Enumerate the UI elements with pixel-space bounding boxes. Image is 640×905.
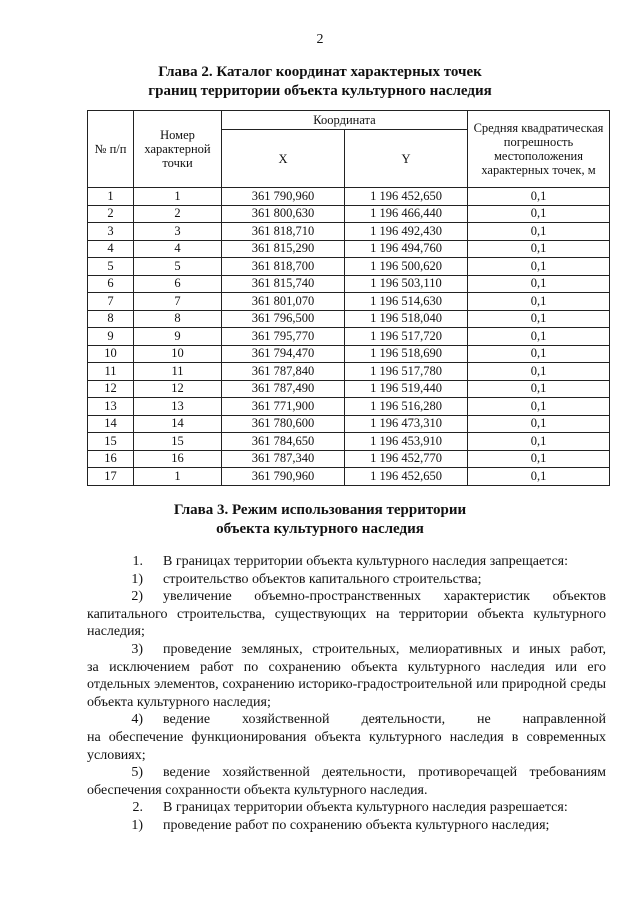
cell-point: 6 (134, 275, 222, 293)
cell-x: 361 815,740 (222, 275, 345, 293)
cell-num: 2 (88, 205, 134, 223)
cell-num: 6 (88, 275, 134, 293)
cell-y: 1 196 466,440 (345, 205, 468, 223)
cell-num: 14 (88, 415, 134, 433)
cell-error: 0,1 (468, 310, 610, 328)
cell-y: 1 196 494,760 (345, 240, 468, 258)
cell-point: 15 (134, 433, 222, 451)
cell-point: 11 (134, 363, 222, 381)
item-text-first-line: ведение хозяйственной деятельности, не направленной (163, 712, 606, 728)
cell-y: 1 196 514,630 (345, 293, 468, 311)
cell-num: 3 (88, 223, 134, 241)
table-row (88, 293, 610, 311)
cell-y: 1 196 452,650 (345, 468, 468, 486)
item-text: строительство объектов капитального строительства; (163, 571, 482, 587)
cell-y: 1 196 452,650 (345, 188, 468, 206)
cell-num: 4 (88, 240, 134, 258)
cell-x: 361 794,470 (222, 345, 345, 363)
chapter-2-title-line-1: Глава 2. Каталог координат характерных точек (158, 64, 482, 80)
cell-num: 12 (88, 380, 134, 398)
cell-error: 0,1 (468, 468, 610, 486)
cell-error: 0,1 (468, 398, 610, 416)
cell-num: 7 (88, 293, 134, 311)
cell-error: 0,1 (468, 415, 610, 433)
cell-x: 361 815,290 (222, 240, 345, 258)
cell-error: 0,1 (468, 188, 610, 206)
item-text-first-line: увеличение объемно-пространственных характеристик объектов (163, 589, 606, 605)
cell-num: 16 (88, 450, 134, 468)
cell-x: 361 771,900 (222, 398, 345, 416)
item-number: 1) (131, 817, 143, 833)
cell-num: 15 (88, 433, 134, 451)
item-text-first-line: ведение хозяйственной деятельности, противоречащей требованиям (163, 765, 606, 781)
header-error: Средняя квадратическая погрешность местоположения характерных точек, м (468, 111, 610, 188)
cell-num: 17 (88, 468, 134, 486)
paragraph-1-item-3 (87, 641, 606, 711)
cell-error: 0,1 (468, 450, 610, 468)
cell-num: 11 (88, 363, 134, 381)
cell-x: 361 790,960 (222, 188, 345, 206)
table-row (88, 310, 610, 328)
cell-x: 361 801,070 (222, 293, 345, 311)
item-number: 3) (131, 641, 143, 657)
table-row (88, 415, 610, 433)
chapter-2-title (0, 63, 640, 101)
cell-error: 0,1 (468, 240, 610, 258)
paragraph-2 (87, 799, 606, 817)
cell-point: 1 (134, 188, 222, 206)
cell-point: 8 (134, 310, 222, 328)
cell-y: 1 196 452,770 (345, 450, 468, 468)
cell-error: 0,1 (468, 258, 610, 276)
paragraph-1-item-1 (87, 571, 606, 589)
cell-x: 361 796,500 (222, 310, 345, 328)
cell-y: 1 196 518,040 (345, 310, 468, 328)
item-number: 4) (131, 712, 143, 728)
paragraph-1-item-4 (87, 711, 606, 764)
item-text-continuation: обеспечения сохранности объекта культурного наследия. (87, 782, 428, 798)
cell-point: 7 (134, 293, 222, 311)
cell-x: 361 784,650 (222, 433, 345, 451)
chapter-3-body (87, 553, 606, 835)
table-row (88, 205, 610, 223)
chapter-2-title-line-2: границ территории объекта культурного наследия (148, 83, 492, 99)
cell-point: 5 (134, 258, 222, 276)
table-row (88, 363, 610, 381)
cell-y: 1 196 518,690 (345, 345, 468, 363)
item-text-first-line: проведение земляных, строительных, мелиоративных и иных работ, (163, 641, 606, 657)
cell-error: 0,1 (468, 380, 610, 398)
table-row (88, 468, 610, 486)
header-point: Номер характерной точки (134, 111, 222, 188)
cell-num: 8 (88, 310, 134, 328)
cell-y: 1 196 473,310 (345, 415, 468, 433)
table-row (88, 328, 610, 346)
paragraph-text: В границах территории объекта культурного наследия разрешается: (163, 800, 568, 816)
cell-x: 361 800,630 (222, 205, 345, 223)
cell-num: 9 (88, 328, 134, 346)
paragraph-1-item-5 (87, 764, 606, 799)
cell-point: 9 (134, 328, 222, 346)
paragraph-1 (87, 553, 606, 571)
item-text: проведение работ по сохранению объекта культурного наследия; (163, 817, 550, 833)
cell-error: 0,1 (468, 363, 610, 381)
paragraph-number: 2. (132, 800, 143, 816)
item-text-continuation: на обеспечение функционирования объекта культурного наследия в современных условиях; (87, 729, 606, 763)
table-row (88, 450, 610, 468)
cell-y: 1 196 517,720 (345, 328, 468, 346)
cell-point: 13 (134, 398, 222, 416)
cell-x: 361 787,490 (222, 380, 345, 398)
cell-error: 0,1 (468, 345, 610, 363)
chapter-3-title-line-2: объекта культурного наследия (216, 521, 424, 537)
cell-error: 0,1 (468, 328, 610, 346)
cell-point: 14 (134, 415, 222, 433)
item-number: 5) (131, 765, 143, 781)
item-text-continuation: капитального строительства, существующих на территории объекта культурного наследия; (87, 606, 606, 640)
cell-error: 0,1 (468, 223, 610, 241)
header-coordinate: Координата (222, 111, 468, 130)
cell-point: 16 (134, 450, 222, 468)
cell-x: 361 780,600 (222, 415, 345, 433)
cell-point: 1 (134, 468, 222, 486)
coordinates-table-body (88, 188, 610, 486)
cell-point: 2 (134, 205, 222, 223)
cell-error: 0,1 (468, 433, 610, 451)
cell-num: 10 (88, 345, 134, 363)
cell-y: 1 196 453,910 (345, 433, 468, 451)
cell-error: 0,1 (468, 275, 610, 293)
cell-error: 0,1 (468, 205, 610, 223)
item-number: 2) (131, 589, 143, 605)
chapter-3-title (0, 501, 640, 539)
cell-x: 361 787,840 (222, 363, 345, 381)
cell-point: 3 (134, 223, 222, 241)
table-row (88, 240, 610, 258)
cell-num: 5 (88, 258, 134, 276)
header-num: № п/п (88, 111, 134, 188)
cell-x: 361 818,710 (222, 223, 345, 241)
header-x: X (222, 130, 345, 188)
cell-y: 1 196 492,430 (345, 223, 468, 241)
header-y: Y (345, 130, 468, 188)
table-row (88, 258, 610, 276)
table-row (88, 380, 610, 398)
table-row (88, 398, 610, 416)
cell-x: 361 790,960 (222, 468, 345, 486)
page-number: 2 (316, 32, 324, 47)
paragraph-2-item-1 (87, 817, 606, 835)
table-row (88, 433, 610, 451)
cell-point: 10 (134, 345, 222, 363)
cell-num: 13 (88, 398, 134, 416)
cell-x: 361 795,770 (222, 328, 345, 346)
cell-num: 1 (88, 188, 134, 206)
paragraph-1-item-2 (87, 588, 606, 641)
cell-y: 1 196 517,780 (345, 363, 468, 381)
cell-point: 4 (134, 240, 222, 258)
paragraph-text: В границах территории объекта культурного наследия запрещается: (163, 554, 569, 569)
cell-point: 12 (134, 380, 222, 398)
cell-x: 361 787,340 (222, 450, 345, 468)
cell-y: 1 196 500,620 (345, 258, 468, 276)
cell-y: 1 196 519,440 (345, 380, 468, 398)
table-row (88, 275, 610, 293)
cell-y: 1 196 503,110 (345, 275, 468, 293)
table-row (88, 345, 610, 363)
item-text-continuation: за исключением работ по сохранению объекта культурного наследия или его отдельных элементов, сохранению историко-градостроительной или природной среды объекта культурного наследия; (87, 659, 606, 710)
cell-x: 361 818,700 (222, 258, 345, 276)
coordinates-table (87, 110, 610, 486)
table-row (88, 223, 610, 241)
cell-error: 0,1 (468, 293, 610, 311)
item-number: 1) (131, 571, 143, 587)
table-row (88, 188, 610, 206)
paragraph-number: 1. (132, 554, 143, 569)
cell-y: 1 196 516,280 (345, 398, 468, 416)
chapter-3-title-line-1: Глава 3. Режим использования территории (173, 502, 467, 518)
